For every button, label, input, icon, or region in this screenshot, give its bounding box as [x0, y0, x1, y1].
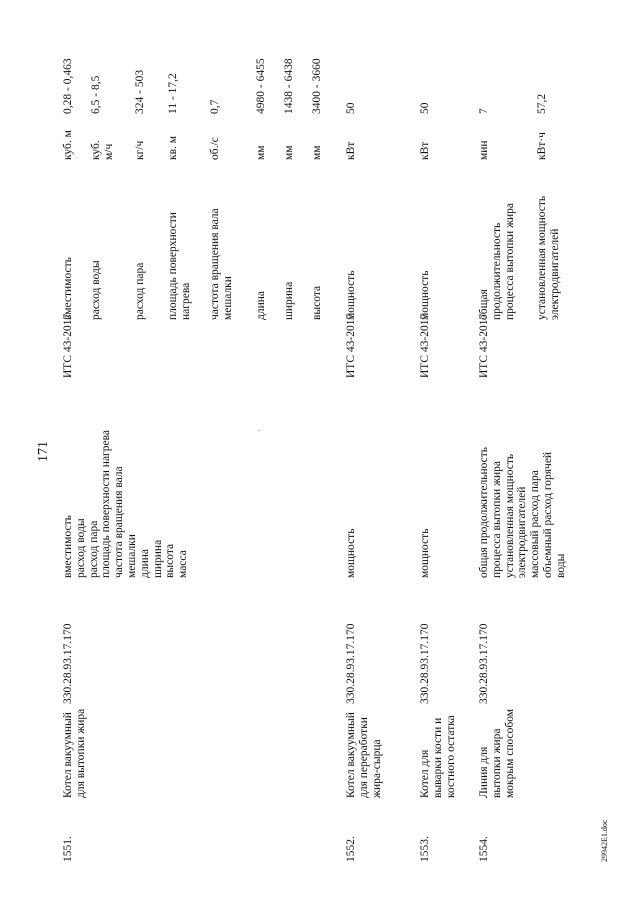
row-number: 1552.: [345, 836, 357, 862]
characteristic-item: ширина: [151, 539, 164, 578]
characteristic-item: мощность: [345, 528, 357, 578]
parameter-unit: кВт: [419, 141, 431, 160]
parameter-name: частота вращения вала: [209, 208, 221, 320]
okpd-code: 330.28.93.17.170: [62, 623, 74, 704]
scan-speck: [258, 430, 260, 431]
parameter-value: 50: [345, 102, 357, 114]
parameter-name: длина: [255, 290, 267, 320]
parameter-name: вместимость: [62, 257, 74, 320]
characteristic-item: установленная мощность: [503, 453, 516, 578]
row-number: 1554.: [478, 836, 490, 862]
parameter-unit: кВт·ч: [536, 132, 548, 160]
equipment-name: Котел для: [419, 749, 431, 798]
characteristic-item: частота вращения вала: [113, 466, 126, 578]
parameter-name: расход пара: [134, 262, 146, 320]
parameter-name: продолжительность: [490, 222, 503, 320]
parameter-unit: куб.: [90, 140, 102, 160]
parameter-unit: мм: [255, 145, 267, 160]
characteristic-item: расход пара: [87, 520, 100, 578]
equipment-name: Линия для: [478, 746, 490, 798]
parameter-name: процесса вытопки жира: [503, 202, 516, 320]
parameter-value: 6,5 - 8,5: [90, 75, 102, 114]
row-number: 1551.: [62, 836, 74, 862]
row-number: 1553.: [419, 836, 431, 862]
its-reference: ИТС 43-2017: [419, 313, 431, 378]
its-reference: ИТС 43-2017: [345, 313, 357, 378]
parameter-name: расход воды: [90, 260, 102, 320]
parameter-name: ширина: [283, 281, 295, 320]
parameter-unit: об./с: [209, 137, 221, 160]
characteristic-item: мощность: [419, 528, 431, 578]
parameter-unit: кв. м: [167, 135, 179, 160]
characteristic-item: процесса вытопки жира: [490, 460, 503, 578]
parameter-value: 50: [419, 102, 431, 114]
characteristic-item: электродвигателей: [516, 486, 529, 578]
characteristic-item: общая продолжительность: [478, 446, 490, 578]
footer-filename: 29942E1.doc: [600, 819, 609, 862]
equipment-name: Котел вакуумный: [62, 712, 74, 798]
parameter-name: электродвигателей: [548, 228, 561, 320]
parameter-value: 3400 - 3660: [311, 58, 323, 114]
parameter-unit: мм: [283, 145, 295, 160]
characteristic-item: воды: [554, 553, 567, 578]
characteristic-item: массовый расход пара: [529, 470, 542, 578]
equipment-name: для переработки: [357, 717, 370, 798]
parameter-value: 7: [478, 108, 490, 114]
characteristic-item: высота: [164, 543, 177, 578]
characteristic-item: объемный расход горячей: [542, 451, 554, 578]
equipment-name: мокрым способом: [503, 708, 516, 798]
characteristic-item: вместимость: [62, 515, 74, 578]
parameter-name: мощность: [345, 270, 357, 320]
characteristic-item: мешалки: [126, 534, 138, 578]
characteristic-item: площадь поверхности нагрева: [100, 429, 113, 578]
its-reference: ИТС 43-2017: [478, 313, 490, 378]
parameter-name: установленная мощность: [536, 195, 548, 320]
okpd-code: 330.28.93.17.170: [345, 623, 357, 704]
parameter-name: площадь поверхности: [167, 212, 179, 320]
parameter-name: мешалки: [221, 276, 234, 320]
characteristic-item: длина: [138, 548, 151, 578]
characteristic-item: масса: [177, 550, 190, 578]
parameter-name: высота: [311, 285, 323, 320]
parameter-value: 1438 - 6438: [283, 58, 295, 114]
parameter-unit: куб. м: [62, 130, 74, 160]
page-number: 171: [36, 441, 51, 462]
equipment-name: Котел вакуумный: [345, 712, 357, 798]
equipment-name: выварки кости и: [431, 717, 444, 798]
parameter-value: 57,2: [536, 93, 548, 114]
characteristic-item: расход воды: [74, 518, 87, 578]
parameter-name: нагрева: [179, 282, 192, 320]
equipment-name: вытопки жира: [490, 728, 503, 798]
parameter-value: 4980 - 6455: [255, 58, 267, 114]
parameter-value: 0,28 - 0,463: [62, 58, 74, 114]
equipment-name: жира-сырца: [370, 739, 383, 798]
parameter-value: 324 - 503: [134, 69, 146, 114]
equipment-name: костного остатка: [444, 715, 457, 798]
parameter-unit: кг/ч: [134, 140, 146, 160]
parameter-unit: кВт: [345, 141, 357, 160]
equipment-name: для вытопки жира: [74, 708, 87, 798]
parameter-value: 11 - 17,2: [167, 73, 179, 114]
parameter-value: 0,7: [209, 99, 221, 114]
parameter-name: мощность: [419, 270, 431, 320]
parameter-unit: мм: [311, 145, 323, 160]
its-reference: ИТС 43-2017: [62, 313, 74, 378]
okpd-code: 330.28.93.17.170: [478, 623, 490, 704]
parameter-name: общая: [478, 289, 490, 320]
parameter-unit: мин: [478, 140, 490, 160]
parameter-unit: м/ч: [102, 143, 115, 160]
okpd-code: 330.28.93.17.170: [419, 623, 431, 704]
